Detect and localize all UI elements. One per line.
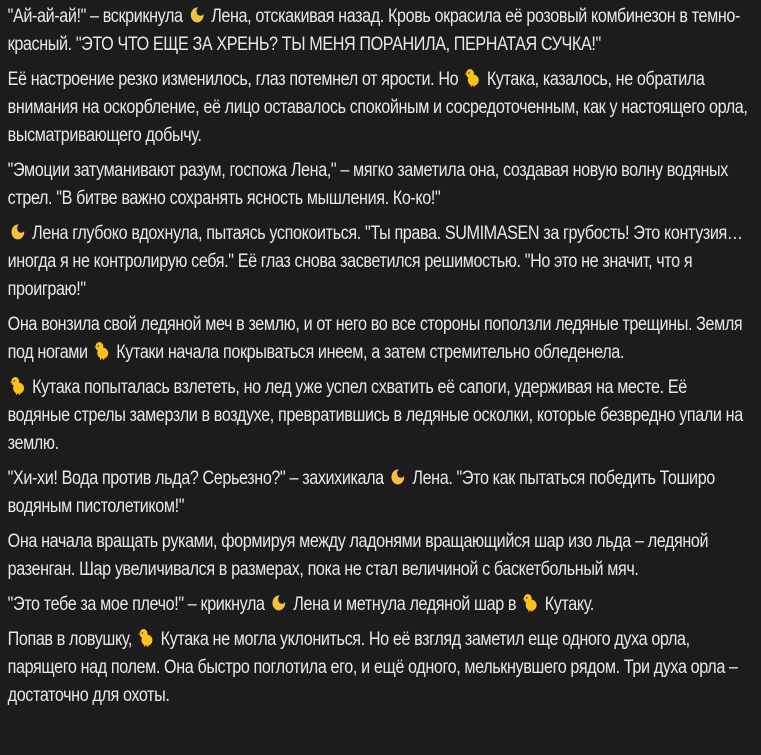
story-paragraph	[8, 66, 752, 150]
story-text: Она вонзила свой ледяной меч в землю, и от него во все стороны поползли ледяные трещины. Земля под ногами	[7, 314, 743, 363]
baby-chick-icon	[463, 68, 482, 88]
baby-chick-icon	[521, 593, 540, 613]
story-text: Попав в ловушку,	[7, 629, 137, 650]
story-text: Кутаки начала покрываться инеем, а затем стремительно обледенела.	[112, 342, 624, 363]
baby-chick-icon	[9, 376, 28, 396]
story-paragraph	[8, 157, 752, 213]
story-text: Кутака, казалось, не обратила внимания на оскорбление, её лицо оставалось спокойным и сосредоточенным, как у настоящего орла, высматривающего добычу.	[7, 69, 748, 146]
story-paragraph	[8, 374, 752, 458]
story-text: Лена. "Это как пытаться победить Тоширо водяным пистолетиком!"	[7, 468, 715, 517]
story-paragraph	[8, 3, 752, 59]
story-paragraph	[8, 626, 752, 710]
crescent-moon-icon	[188, 5, 207, 25]
crescent-moon-icon	[389, 467, 408, 487]
story-text: Кутака не могла уклониться. Но её взгляд заметил еще одного духа орла, парящего над полем. Она быстро поглотила его, и ещё одного, мелькнувшего рядом. Три духа орла – достаточно для охоты.	[7, 629, 738, 706]
story-paragraph	[8, 220, 752, 304]
story-paragraph	[8, 465, 752, 521]
crescent-moon-icon	[9, 222, 28, 242]
story-text: "Хи-хи! Вода против льда? Серьезно?" – захихикала	[7, 468, 388, 489]
baby-chick-icon	[137, 628, 156, 648]
crescent-moon-icon	[270, 593, 289, 613]
story-text: Лена, отскакивая назад. Кровь окрасила её розовый комбинезон в темно-красный. "ЭТО ЧТО ЕЩЕ ЗА ХРЕНЬ? ТЫ МЕНЯ ПОРАНИЛА, ПЕРНАТАЯ СУЧКА!"	[7, 6, 741, 55]
story-text: Она начала вращать руками, формируя между ладонями вращающийся шар изо льда – ледяной разенган. Шар увеличивался в размерах, пока не стал величиной с баскетбольный мяч.	[7, 531, 709, 580]
story-text: "Это тебе за мое плечо!" – крикнула	[7, 594, 269, 615]
story-paragraph	[8, 591, 752, 619]
story-text: "Эмоции затуманивают разум, госпожа Лена," – мягко заметила она, создавая новую волну водяных стрел. "В битве важно сохранять ясность мышления. Ко-ко!"	[7, 160, 728, 209]
story-paragraph	[8, 528, 752, 584]
story-paragraph	[8, 311, 752, 367]
story-text: Кутака попыталась взлететь, но лед уже успел схватить её сапоги, удерживая на месте. Её водяные стрелы замерзли в воздухе, превратившись в ледяные осколки, которые безвредно упали на землю.	[7, 377, 743, 454]
story-text: Её настроение резко изменилось, глаз потемнел от ярости. Но	[7, 69, 463, 90]
story-text: "Ай-ай-ай!" – вскрикнула	[7, 6, 187, 27]
story-text: Лена глубоко вдохнула, пытаясь успокоиться. "Ты права. SUMIMASEN за грубость! Это контузия… иногда я не контролирую себя." Её глаз снова засветился решимостью. "Но это не значит, что я проиграю!"	[7, 223, 743, 300]
story-text: Лена и метнула ледяной шар в	[289, 594, 521, 615]
baby-chick-icon	[93, 341, 112, 361]
story-text: Кутаку.	[540, 594, 594, 615]
